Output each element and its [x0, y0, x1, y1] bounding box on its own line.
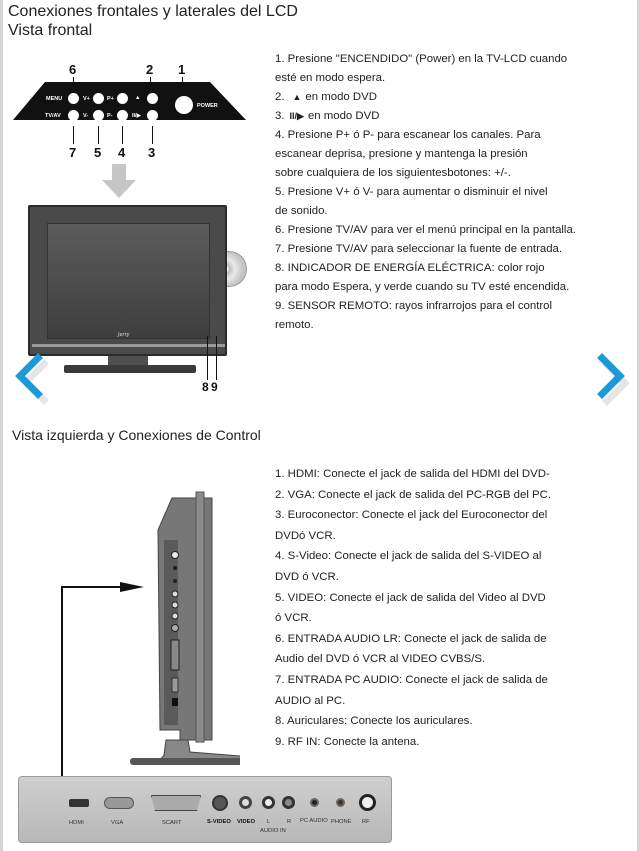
button-label-vplus: V+ — [83, 96, 90, 102]
button-label-playpause: II/▶ — [132, 113, 141, 119]
tv-stand-base — [64, 365, 196, 373]
tvav-button-icon — [68, 110, 79, 121]
list-line: ó VCR. — [275, 612, 312, 625]
item-text: en modo DVD — [307, 110, 380, 122]
scart-port-icon — [151, 795, 201, 811]
list-line: 8. Auriculares: Conecte los auriculares. — [275, 715, 473, 728]
list-line: 5. VIDEO: Conecte el jack de salida del Video al DVD — [275, 591, 546, 604]
button-label-eject: ▲ — [135, 95, 141, 101]
audio-left-port-icon — [262, 796, 275, 809]
leader-line — [152, 126, 153, 144]
list-line: 4. S-Video: Conecte el jack de salida del S-VIDEO al — [275, 550, 542, 563]
list-line: 6. Presione TV/AV para ver el menú principal en la pantalla. — [275, 224, 576, 236]
list-line: 6. ENTRADA AUDIO LR: Conecte el jack de salida de — [275, 632, 547, 645]
connections-list — [275, 464, 551, 752]
menu-button-icon — [68, 93, 79, 104]
label-num-8: 8 — [202, 380, 209, 394]
label-num-2: 2 — [146, 62, 154, 77]
brand-logo: Jerry — [118, 332, 130, 338]
item-number: 3. — [275, 110, 285, 122]
list-line: AUDIO al PC. — [275, 694, 346, 707]
side-tv-illustration — [120, 490, 240, 770]
label-audio-r: R — [287, 819, 292, 825]
dvd-disc-icon — [225, 251, 247, 287]
list-line: escanear deprisa, presione y mantenga la presión — [275, 148, 528, 160]
label-num-6: 6 — [69, 62, 77, 77]
power-button-icon — [175, 96, 193, 114]
rf-port-icon — [359, 794, 376, 811]
list-line: DVD ó VCR. — [275, 570, 339, 583]
label-video: VIDEO — [237, 819, 256, 825]
leader-line — [216, 336, 217, 380]
label-num-5: 5 — [94, 145, 102, 160]
front-tv-illustration — [28, 205, 228, 394]
eject-button-icon — [147, 93, 158, 104]
leader-line — [122, 126, 123, 144]
headphone-port-icon — [336, 798, 345, 807]
label-phone: PHONE — [331, 819, 352, 825]
label-num-7: 7 — [69, 145, 77, 160]
leader-line — [182, 77, 183, 97]
list-line: esté en modo espera. — [275, 72, 386, 84]
label-pc-audio: PC AUDIO — [300, 818, 328, 824]
button-label-menu: MENU — [46, 96, 63, 102]
list-line-item-2 — [275, 88, 576, 107]
eject-icon: ▲ — [292, 92, 302, 102]
channel-down-button-icon — [117, 110, 128, 121]
section-title-front-view: Vista frontal — [8, 22, 93, 39]
label-num-4: 4 — [118, 145, 126, 160]
chevron-right-icon — [592, 350, 632, 410]
front-controls-list — [275, 50, 576, 335]
leader-line — [73, 126, 74, 144]
next-page-button[interactable] — [592, 350, 632, 410]
item-text: en modo DVD — [305, 91, 377, 103]
label-scart: SCART — [162, 820, 182, 826]
button-label-vminus: V- — [83, 113, 89, 119]
tv-frame — [28, 205, 227, 356]
button-label-pminus: P- — [107, 113, 113, 119]
audio-right-port-icon — [282, 796, 295, 809]
label-svideo: S-VIDEO — [207, 819, 231, 825]
list-line: 1. Presione "ENCENDIDO" (Power) en la TV-LCD cuando — [275, 53, 568, 65]
label-vga: VGA — [111, 820, 124, 826]
svideo-port-icon — [212, 795, 228, 811]
button-label-pplus: P+ — [107, 96, 114, 102]
list-line: 4. Presione P+ ó P- para escanear los canales. Para — [275, 129, 541, 141]
leader-line — [207, 336, 208, 380]
label-audio-in: AUDIO IN — [260, 828, 286, 834]
tv-screen — [47, 223, 210, 339]
list-line: 2. VGA: Conecte el jack de salida del PC-RGB del PC. — [275, 488, 552, 501]
leader-line — [61, 586, 63, 778]
leader-line — [98, 126, 99, 144]
list-line: 9. SENSOR REMOTO: rayos infrarrojos para el control — [275, 300, 553, 312]
label-num-1: 1 — [178, 62, 186, 77]
volume-down-button-icon — [93, 110, 104, 121]
list-line: 8. INDICADOR DE ENERGÍA ELÉCTRICA: color rojo — [275, 262, 545, 274]
list-line: DVDó VCR. — [275, 529, 336, 542]
button-label-tvav: TV/AV — [45, 113, 61, 119]
play-pause-button-icon — [147, 110, 158, 121]
previous-page-button[interactable] — [8, 350, 48, 410]
volume-up-button-icon — [93, 93, 104, 104]
list-line: 7. ENTRADA PC AUDIO: Conecte el jack de salida de — [275, 673, 548, 686]
page-title: Conexiones frontales y laterales del LCD — [8, 3, 298, 20]
list-line: 5. Presione V+ ó V- para aumentar o disminuir el nivel — [275, 186, 548, 198]
video-port-icon — [239, 796, 252, 809]
label-hdmi: HDMI — [69, 820, 84, 826]
list-line: 1. HDMI: Conecte el jack de salida del HDMI del DVD- — [275, 468, 550, 480]
list-line: para modo Espera, y verde cuando su TV esté encendida. — [275, 281, 570, 293]
vga-port-icon — [104, 797, 134, 809]
control-panel-shape — [10, 60, 250, 160]
pc-audio-port-icon — [310, 798, 319, 807]
label-num-9: 9 — [211, 380, 218, 394]
front-control-panel-diagram — [10, 60, 250, 160]
label-num-3: 3 — [148, 145, 156, 160]
label-rf: RF — [362, 819, 370, 825]
down-arrow-icon — [102, 164, 136, 200]
hdmi-port-icon — [69, 799, 89, 807]
list-line: de sonido. — [275, 205, 328, 217]
item-number: 2. — [275, 91, 285, 103]
list-line: remoto. — [275, 319, 314, 331]
list-line-item-3 — [275, 107, 576, 126]
play-pause-icon: II/▶ — [289, 111, 304, 121]
connector-panel — [18, 776, 392, 843]
arrow-right-icon — [120, 581, 144, 593]
page-border-left — [0, 0, 3, 851]
list-line: Audio del DVD ó VCR al VIDEO CVBS/S. — [275, 653, 486, 666]
channel-up-button-icon — [117, 93, 128, 104]
list-line: 7. Presione TV/AV para seleccionar la fuente de entrada. — [275, 243, 563, 255]
label-audio-l: L — [267, 819, 271, 825]
tv-speaker-strip — [32, 344, 225, 347]
list-line: sobre cualquiera de los siguientesbotones: +/-. — [275, 167, 511, 179]
list-line: 3. Euroconector: Conecte el jack del Euroconector del — [275, 509, 548, 522]
button-label-power: POWER — [197, 103, 218, 109]
list-line: 9. RF IN: Conecte la antena. — [275, 735, 420, 748]
section-title-left-view: Vista izquierda y Conexiones de Control — [12, 427, 261, 443]
chevron-left-icon — [8, 350, 48, 410]
